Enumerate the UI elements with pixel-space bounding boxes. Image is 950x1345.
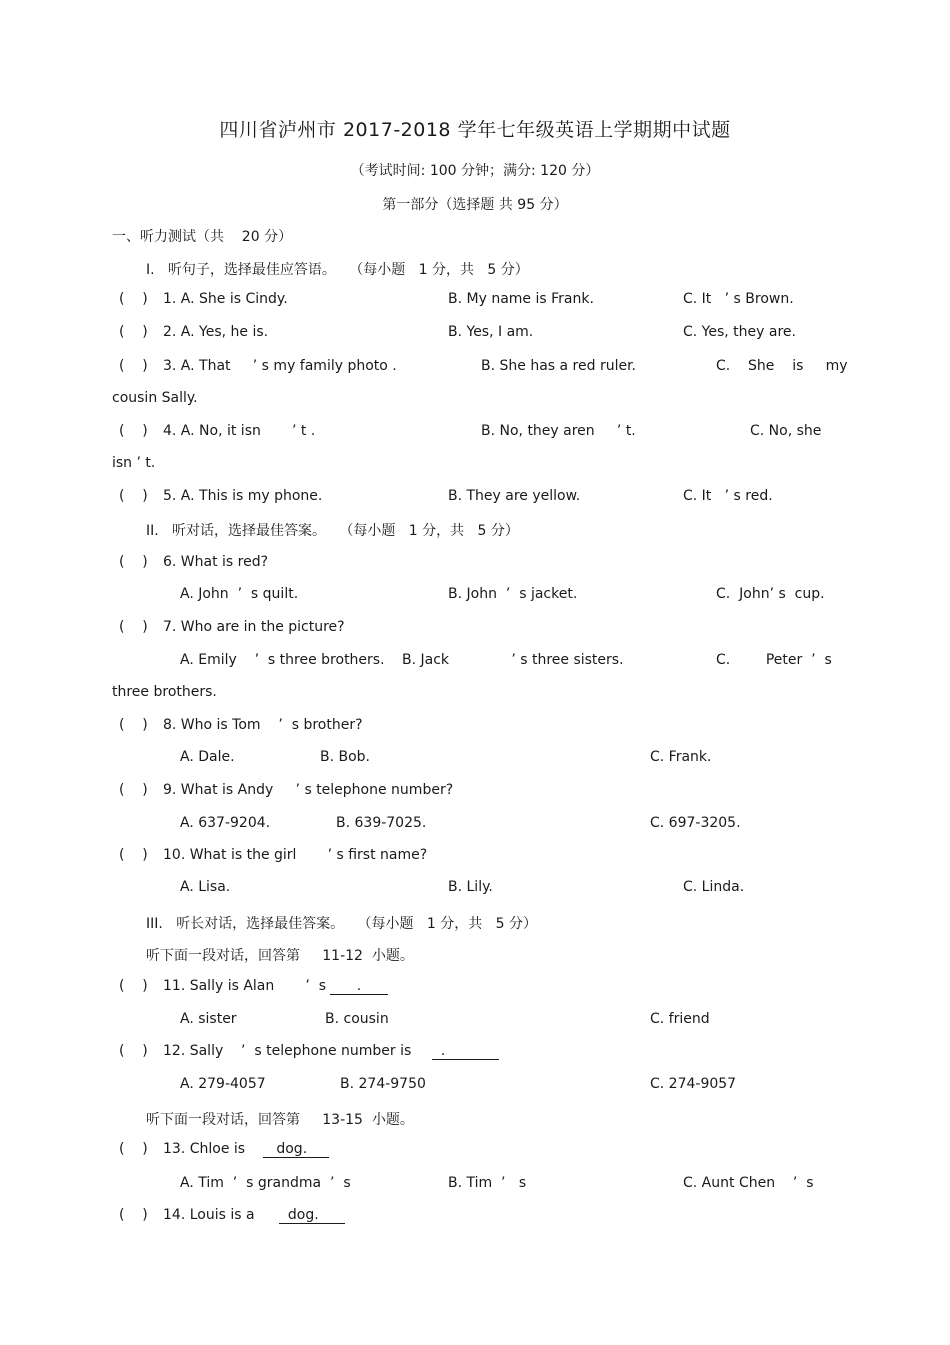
exam-info: （考试时间: 100 分钟；满分: 120 分） bbox=[350, 163, 600, 179]
answer-bracket: ( ) bbox=[119, 847, 148, 863]
option-b: B. Bob. bbox=[320, 749, 371, 765]
question-continuation: isn ’ t. bbox=[112, 455, 156, 471]
option-c: C. Frank. bbox=[650, 749, 712, 765]
answer-bracket: ( ) bbox=[119, 717, 148, 733]
dialogue-note-1: 听下面一段对话，回答第 11-12 小题。 bbox=[146, 948, 414, 964]
option-b: B. No, they aren ’ t. bbox=[481, 423, 636, 439]
part-one-heading: 第一部分（选择题 共 95 分） bbox=[382, 197, 568, 213]
question-3 bbox=[0, 358, 950, 380]
answer-bracket: ( ) bbox=[119, 358, 148, 374]
option-b: B. They are yellow. bbox=[448, 488, 581, 504]
option-b: B. Tim ’ s bbox=[448, 1175, 527, 1191]
option-c: C. It ’ s red. bbox=[683, 488, 773, 504]
options-8 bbox=[0, 749, 950, 771]
option-a: A. Lisa. bbox=[180, 879, 231, 895]
answer-bracket: ( ) bbox=[119, 423, 148, 439]
answer-bracket: ( ) bbox=[119, 554, 148, 570]
answer-bracket: ( ) bbox=[119, 1207, 148, 1223]
option-a: A. Emily ’ s three brothers. bbox=[180, 652, 385, 668]
question-text: 4. A. No, it isn ’ t . bbox=[163, 423, 316, 439]
option-b: B. Lily. bbox=[448, 879, 493, 895]
option-a: A. 637-9204. bbox=[180, 815, 271, 831]
option-b: B. She has a red ruler. bbox=[481, 358, 637, 374]
option-b: B. 639-7025. bbox=[336, 815, 427, 831]
option-c: C. Linda. bbox=[683, 879, 745, 895]
subsection-2: II. 听对话，选择最佳答案。 （每小题 1 分，共 5 分） bbox=[146, 523, 519, 539]
question-13 bbox=[0, 1141, 950, 1163]
option-a: A. sister bbox=[180, 1011, 237, 1027]
option-c: C. No, she bbox=[750, 423, 822, 439]
question-text: 7. Who are in the picture? bbox=[163, 619, 345, 635]
fill-blank: dog. bbox=[263, 1141, 330, 1157]
options-10 bbox=[0, 879, 950, 901]
option-b: B. My name is Frank. bbox=[448, 291, 594, 307]
option-c: C. friend bbox=[650, 1011, 710, 1027]
option-a: A. Tim ’ s grandma ’ s bbox=[180, 1175, 351, 1191]
option-b: B. John ’ s jacket. bbox=[448, 586, 578, 602]
option-a: A. 279-4057 bbox=[180, 1076, 266, 1092]
question-text: 3. A. That ’ s my family photo . bbox=[163, 358, 397, 374]
question-text: 1. A. She is Cindy. bbox=[163, 291, 288, 307]
question-text: 2. A. Yes, he is. bbox=[163, 324, 269, 340]
option-c: C. She is my bbox=[716, 358, 848, 374]
question-continuation: three brothers. bbox=[112, 684, 217, 700]
option-b: B. 274-9750 bbox=[340, 1076, 426, 1092]
dialogue-note-2: 听下面一段对话，回答第 13-15 小题。 bbox=[146, 1112, 414, 1128]
option-c: C. John’ s cup. bbox=[716, 586, 825, 602]
fill-blank: dog. bbox=[279, 1207, 346, 1223]
options-9 bbox=[0, 815, 950, 837]
question-text: 11. Sally is Alan ’ s bbox=[163, 978, 327, 994]
answer-bracket: ( ) bbox=[119, 324, 148, 340]
question-14 bbox=[0, 1207, 950, 1229]
options-11 bbox=[0, 1011, 950, 1033]
options-6 bbox=[0, 586, 950, 608]
question-text: 8. Who is Tom ’ s brother? bbox=[163, 717, 363, 733]
option-a: A. Dale. bbox=[180, 749, 235, 765]
option-b: B. Jack ’ s three sisters. bbox=[402, 652, 624, 668]
answer-bracket: ( ) bbox=[119, 1043, 148, 1059]
fill-blank: . bbox=[330, 978, 388, 994]
subsection-1: I. 听句子，选择最佳应答语。 （每小题 1 分，共 5 分） bbox=[146, 262, 529, 278]
option-c: C. Yes, they are. bbox=[683, 324, 796, 340]
fill-blank: . bbox=[432, 1043, 499, 1059]
question-12 bbox=[0, 1043, 950, 1065]
exam-title: 四川省泸州市 2017-2018 学年七年级英语上学期期中试题 bbox=[219, 119, 731, 141]
question-6 bbox=[0, 554, 950, 576]
question-2 bbox=[0, 324, 950, 346]
answer-bracket: ( ) bbox=[119, 488, 148, 504]
question-7 bbox=[0, 619, 950, 641]
subsection-3: III. 听长对话，选择最佳答案。 （每小题 1 分，共 5 分） bbox=[146, 916, 537, 932]
options-13 bbox=[0, 1175, 950, 1197]
question-text: 9. What is Andy ’ s telephone number? bbox=[163, 782, 454, 798]
question-11 bbox=[0, 978, 950, 1000]
option-c: C. It ’ s Brown. bbox=[683, 291, 794, 307]
question-text: 6. What is red? bbox=[163, 554, 269, 570]
option-b: B. cousin bbox=[325, 1011, 389, 1027]
question-text: 13. Chloe is bbox=[163, 1141, 246, 1157]
answer-bracket: ( ) bbox=[119, 782, 148, 798]
question-continuation: cousin Sally. bbox=[112, 390, 198, 406]
answer-bracket: ( ) bbox=[119, 291, 148, 307]
option-c: C. 697-3205. bbox=[650, 815, 741, 831]
question-text: 14. Louis is a bbox=[163, 1207, 255, 1223]
answer-bracket: ( ) bbox=[119, 978, 148, 994]
option-c: C. 274-9057 bbox=[650, 1076, 737, 1092]
section-heading: 一、听力测试（共 20 分） bbox=[112, 229, 293, 245]
option-a: A. John ’ s quilt. bbox=[180, 586, 299, 602]
question-4 bbox=[0, 423, 950, 445]
question-10 bbox=[0, 847, 950, 869]
question-8 bbox=[0, 717, 950, 739]
option-c: C. Peter ’ s bbox=[716, 652, 832, 668]
question-text: 10. What is the girl ’ s first name? bbox=[163, 847, 428, 863]
answer-bracket: ( ) bbox=[119, 1141, 148, 1157]
option-c: C. Aunt Chen ’ s bbox=[683, 1175, 814, 1191]
option-b: B. Yes, I am. bbox=[448, 324, 534, 340]
question-text: 5. A. This is my phone. bbox=[163, 488, 323, 504]
question-9 bbox=[0, 782, 950, 804]
question-5 bbox=[0, 488, 950, 510]
answer-bracket: ( ) bbox=[119, 619, 148, 635]
question-1 bbox=[0, 291, 950, 313]
options-7 bbox=[0, 652, 950, 674]
options-12 bbox=[0, 1076, 950, 1098]
question-text: 12. Sally ’ s telephone number is bbox=[163, 1043, 412, 1059]
